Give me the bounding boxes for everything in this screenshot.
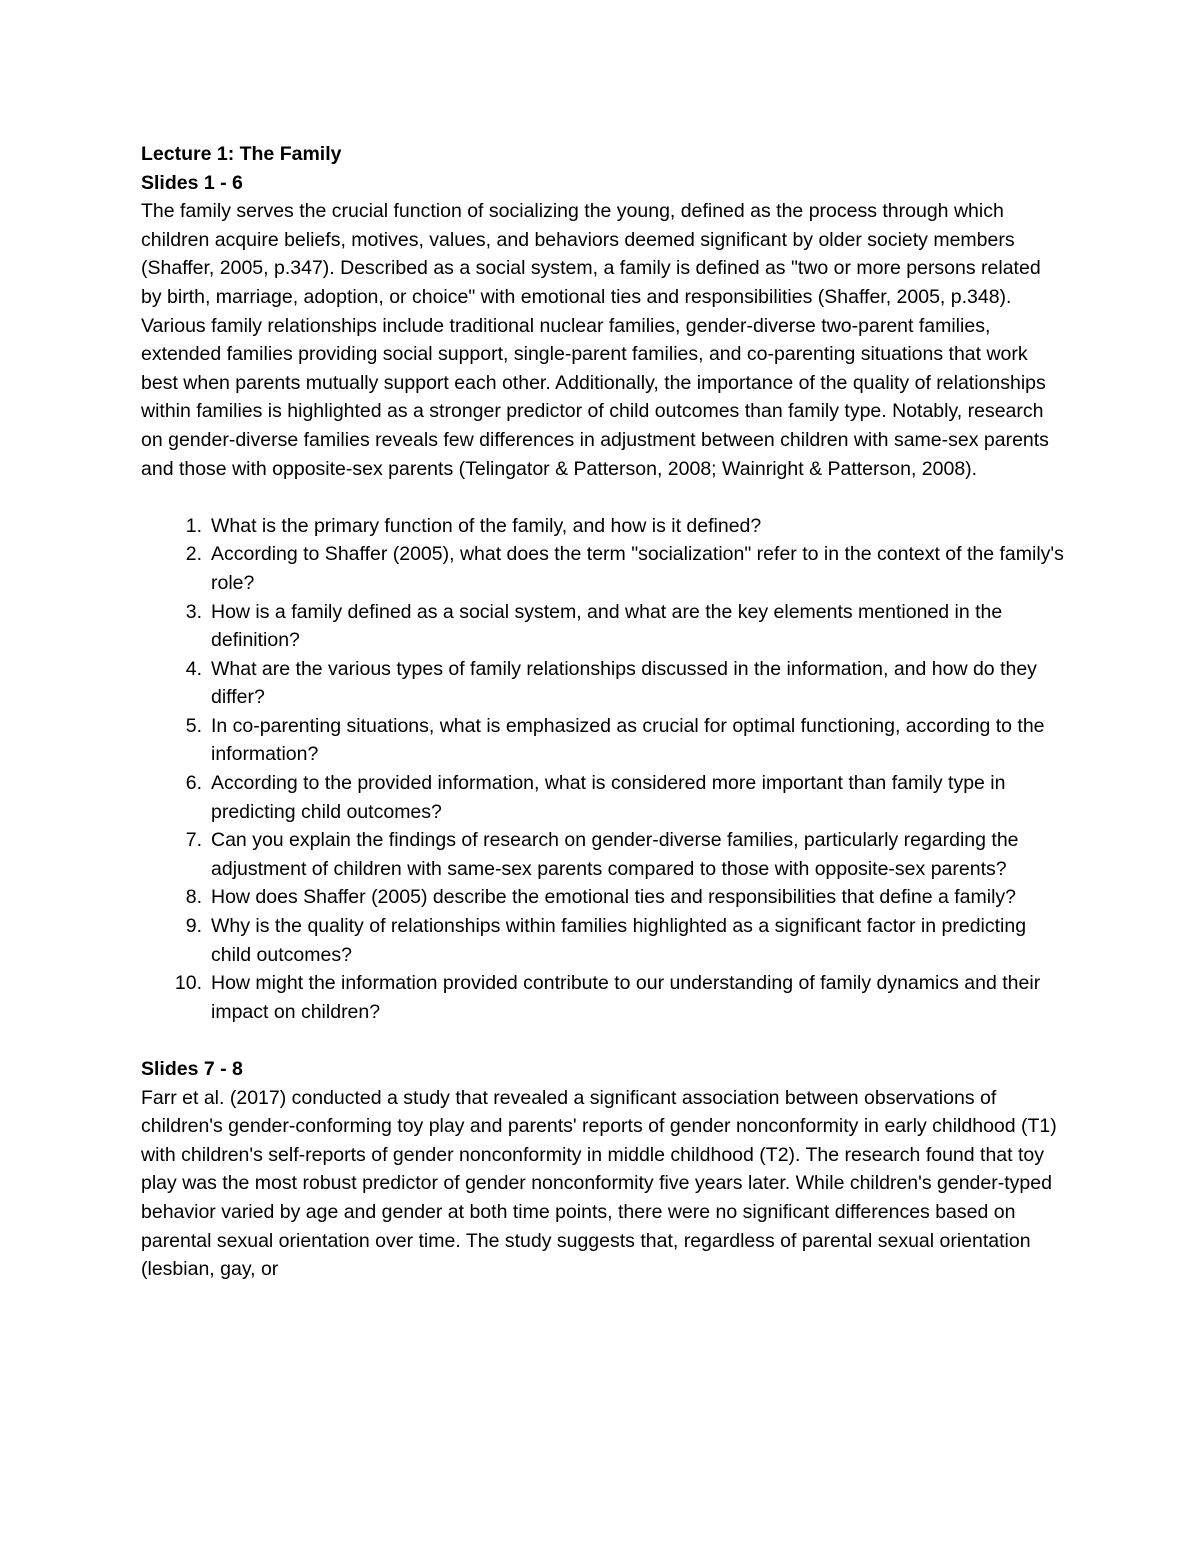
list-item (141, 598, 1066, 655)
document-title: Lecture 1: The Family (141, 143, 342, 165)
list-number: 10. (174, 972, 202, 995)
list-number: 5. (185, 714, 202, 737)
section-paragraph: Farr et al. (2017) conducted a study that revealed a significant association between observations of children's gender-conforming toy play and parents' reports of gender nonconformity in early childhood (T1) with children's self-reports of gender nonconformity in middle childhood (T2). The research found that toy play was the most robust predictor of gender nonconformity five years later. While children's gender-typed behavior varied by age and gender at both time points, there were no significant differences based on parental sexual orientation over time. The study suggests that, regardless of parental sexual orientation (lesbian, gay, or (141, 1086, 1057, 1281)
list-item-text: According to Shaffer (2005), what does the term "socialization" refer to in the context of the family's role? (211, 543, 1064, 594)
list-item (141, 912, 1066, 969)
question-list (141, 512, 1066, 1027)
list-item (141, 540, 1066, 597)
list-item (141, 826, 1066, 883)
list-item-text: How is a family defined as a social system, and what are the key elements mentioned in the definition? (211, 600, 1003, 652)
list-item (141, 712, 1066, 769)
section-heading: Slides 7 - 8 (141, 1058, 243, 1080)
list-item-text: How might the information provided contribute to our understanding of family dynamics and their impact on children? (211, 972, 1041, 1023)
document-page (141, 140, 1066, 1284)
list-item (141, 512, 1066, 541)
list-item-text: According to the provided information, what is considered more important than family type in predicting child outcomes? (211, 772, 1006, 823)
list-number: 1. (185, 514, 202, 537)
section-heading: Slides 1 - 6 (141, 171, 243, 194)
list-number: 7. (185, 829, 202, 852)
list-item-text: Can you explain the findings of research on gender-diverse families, particularly regarding the adjustment of children with same-sex parents compared to those with opposite-sex parents? (211, 829, 1019, 880)
list-item-text: What are the various types of family relationships discussed in the information, and how do they differ? (211, 657, 1037, 709)
list-number: 3. (185, 600, 202, 623)
spacer (141, 483, 1066, 512)
spacer (141, 1026, 1066, 1055)
list-number: 4. (185, 657, 202, 680)
list-item (141, 655, 1066, 712)
section-paragraph: The family serves the crucial function of socializing the young, defined as the process through which children acquire beliefs, motives, values, and behaviors deemed significant by older society members (Shaffer, 2005, p.347). Described as a social system, a family is defined as "two or more persons related by birth, marriage, adoption, or choice" with emotional ties and responsibilities (Shaffer, 2005, p.348). Various family relationships include traditional nuclear families, gender-diverse two-parent families, extended families providing social support, single-parent families, and co-parenting situations that work best when parents mutually support each other. Additionally, the importance of the quality of relationships within families is highlighted as a stronger predictor of child outcomes than family type. Notably, research on gender-diverse families reveals few differences in adjustment between children with same-sex parents and those with opposite-sex parents (Telingator & Patterson, 2008; Wainright & Patterson, 2008). (141, 200, 1049, 480)
list-number: 6. (185, 772, 202, 795)
list-item-text: In co-parenting situations, what is emphasized as crucial for optimal functioning, according to the information? (211, 714, 1045, 766)
list-item (141, 883, 1066, 912)
list-item-text: What is the primary function of the family, and how is it defined? (211, 514, 762, 537)
list-item (141, 769, 1066, 826)
list-item (141, 969, 1066, 1026)
list-number: 9. (185, 915, 202, 938)
list-number: 8. (185, 886, 202, 909)
list-item-text: Why is the quality of relationships within families highlighted as a significant factor in predicting child outcomes? (211, 915, 1027, 966)
list-item-text: How does Shaffer (2005) describe the emotional ties and responsibilities that define a family? (211, 886, 1017, 909)
list-number: 2. (185, 543, 202, 566)
